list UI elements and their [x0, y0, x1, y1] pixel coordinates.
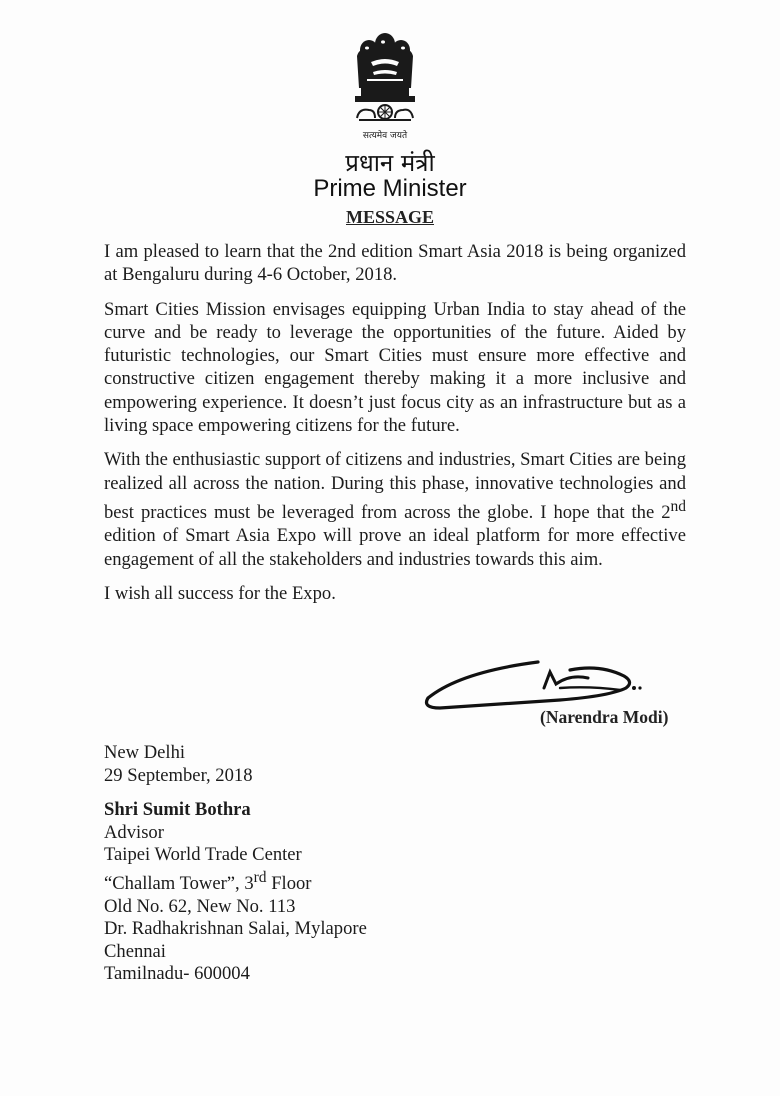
- address-floor-text: Floor: [266, 872, 312, 894]
- address-line-building: [104, 867, 367, 896]
- address-floor-sup: rd: [253, 868, 267, 886]
- message-heading: MESSAGE: [345, 207, 435, 227]
- address-state-pin: Tamilnadu- 600004: [104, 963, 250, 985]
- address-line-number: Old No. 62, New No. 113: [104, 895, 296, 917]
- place-date-block: [104, 741, 253, 787]
- recipient-organization: Taipei World Trade Center: [104, 844, 302, 866]
- address-line-street: Dr. Radhakrishnan Salai, Mylapore: [104, 918, 367, 940]
- paragraph-3-sup: nd: [670, 497, 686, 515]
- paragraph-3: [104, 448, 686, 571]
- paragraph-3-text-a: With the enthusiastic support of citizens and industries, Smart Cities are being realized all across the nation. During this phase, innovative technologies and best practices must be leveraged from across the globe. I hope that the 2: [104, 449, 686, 524]
- recipient-address: [104, 799, 367, 986]
- title-english: Prime Minister: [313, 175, 467, 202]
- paragraph-3-text-b: edition of Smart Asia Expo will prove an ideal platform for more effective engagement of all the stakeholders and industries towards this aim.: [104, 525, 686, 570]
- signatory-name: (Narendra Modi): [540, 707, 669, 727]
- place: New Delhi: [104, 742, 186, 763]
- paragraph-1: I am pleased to learn that the 2nd edition Smart Asia 2018 is being organized at Bengaluru during 4-6 October, 2018.: [104, 241, 686, 286]
- address-city: Chennai: [104, 940, 166, 962]
- national-emblem-icon: [347, 30, 423, 142]
- recipient-name: Shri Sumit Bothra: [104, 799, 251, 820]
- recipient-designation: Advisor: [104, 821, 164, 843]
- address-building-text: “Challam Tower”, 3: [104, 872, 254, 894]
- emblem-motto: सत्यमेव जयते: [362, 131, 408, 141]
- date: 29 September, 2018: [104, 765, 253, 786]
- title-hindi: प्रधान मंत्री: [345, 149, 435, 177]
- closing-line: I wish all success for the Expo.: [104, 583, 336, 605]
- message-body: [104, 240, 686, 616]
- paragraph-2: Smart Cities Mission envisages equipping Urban India to stay ahead of the curve and be ready to leverage the opportunities of the future. Aided by futuristic technologies, our Smart Cities must ensure more effective and constructive citizen engagement thereby making it a more inclusive and empowering experience. It doesn’t just focus city as an infrastructure but as a living space empowering citizens for the future.: [104, 298, 686, 437]
